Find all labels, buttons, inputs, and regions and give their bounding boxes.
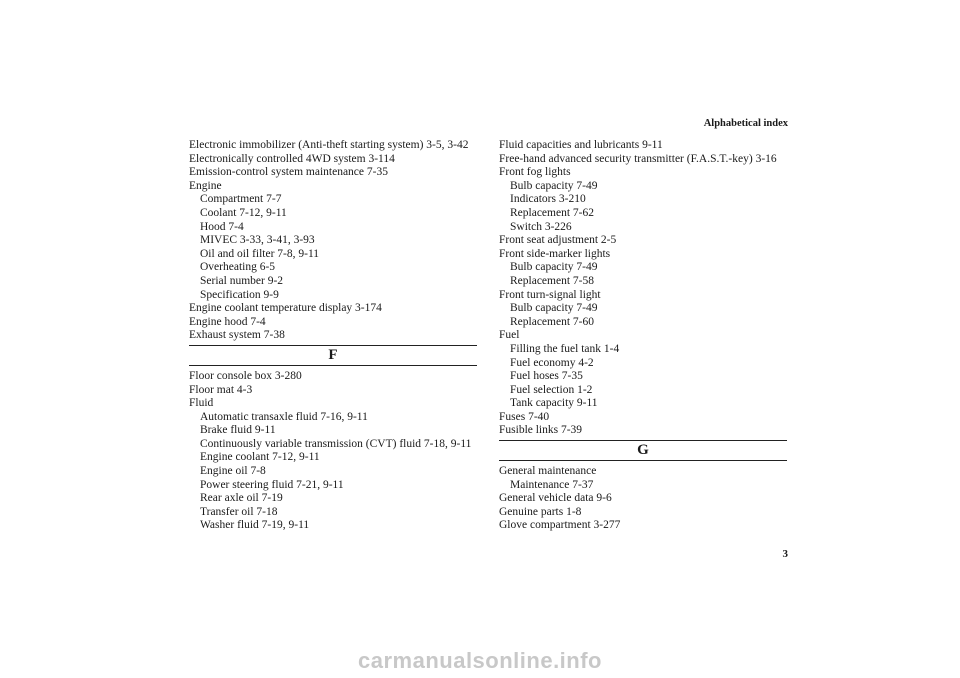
index-subentry: Filling the fuel tank 1-4 bbox=[510, 342, 620, 355]
index-entry: Fluid bbox=[189, 397, 214, 410]
index-subentry: Serial number 9-2 bbox=[200, 274, 284, 287]
index-entry: Front turn-signal light bbox=[499, 288, 601, 301]
index-subentry: Engine coolant 7-12, 9-11 bbox=[200, 451, 320, 464]
index-subentry: Tank capacity 9-11 bbox=[510, 397, 598, 410]
index-subentry: Continuously variable transmission (CVT) fluid 7-18, 9-11 bbox=[200, 437, 472, 450]
site-watermark: carmanualsonline.info bbox=[358, 648, 602, 673]
index-subentry: Fuel hoses 7-35 bbox=[510, 370, 583, 383]
index-entry: Engine hood 7-4 bbox=[189, 315, 266, 328]
index-entry: General maintenance bbox=[499, 465, 597, 478]
index-entry: Emission-control system maintenance 7-35 bbox=[189, 166, 388, 179]
index-letter-divider: F bbox=[189, 345, 477, 366]
index-subentry: Overheating 6-5 bbox=[200, 261, 276, 274]
index-subentry: Specification 9-9 bbox=[200, 288, 279, 301]
index-subentry: Replacement 7-62 bbox=[510, 206, 594, 219]
index-subentry: Bulb capacity 7-49 bbox=[510, 302, 598, 315]
index-entry: Front fog lights bbox=[499, 166, 571, 179]
index-entry: Front side-marker lights bbox=[499, 247, 611, 260]
index-subentry: Transfer oil 7-18 bbox=[200, 505, 278, 518]
index-entry: Fusible links 7-39 bbox=[499, 424, 583, 437]
index-subentry: Replacement 7-58 bbox=[510, 274, 594, 287]
index-subentry: Indicators 3-210 bbox=[510, 193, 586, 206]
index-subentry: Replacement 7-60 bbox=[510, 315, 594, 328]
index-entry: Front seat adjustment 2-5 bbox=[499, 234, 617, 247]
index-subentry: Brake fluid 9-11 bbox=[200, 424, 276, 437]
index-entry: Electronically controlled 4WD system 3-114 bbox=[189, 152, 395, 165]
index-entry: Floor console box 3-280 bbox=[189, 369, 302, 382]
index-entry: Exhaust system 7-38 bbox=[189, 329, 285, 342]
index-entry: Genuine parts 1-8 bbox=[499, 505, 582, 518]
index-subentry: Fuel economy 4-2 bbox=[510, 356, 594, 369]
index-entry: General vehicle data 9-6 bbox=[499, 492, 612, 505]
index-entry: Engine bbox=[189, 179, 222, 192]
index-subentry: Maintenance 7-37 bbox=[510, 478, 594, 491]
index-entry: Engine coolant temperature display 3-174 bbox=[189, 302, 382, 315]
index-subentry: Rear axle oil 7-19 bbox=[200, 492, 283, 505]
index-subentry: Bulb capacity 7-49 bbox=[510, 261, 598, 274]
index-subentry: Coolant 7-12, 9-11 bbox=[200, 206, 287, 219]
page-number: 3 bbox=[782, 548, 788, 560]
index-entry: Fuses 7-40 bbox=[499, 410, 550, 423]
index-subentry: Automatic transaxle fluid 7-16, 9-11 bbox=[200, 410, 368, 423]
index-entry: Glove compartment 3-277 bbox=[499, 519, 621, 532]
index-subentry: Power steering fluid 7-21, 9-11 bbox=[200, 478, 344, 491]
index-subentry: Oil and oil filter 7-8, 9-11 bbox=[200, 247, 320, 260]
index-entry: Free-hand advanced security transmitter (F.A.S.T.-key) 3-16 bbox=[499, 152, 777, 165]
index-entry: Electronic immobilizer (Anti-theft starting system) 3-5, 3-42 bbox=[189, 139, 469, 151]
index-subentry: Switch 3-226 bbox=[510, 220, 572, 233]
index-column-right bbox=[499, 139, 787, 533]
index-letter-divider: G bbox=[499, 440, 787, 461]
index-subentry: Engine oil 7-8 bbox=[200, 465, 266, 478]
index-subentry: Compartment 7-7 bbox=[200, 193, 282, 206]
index-entry: Floor mat 4-3 bbox=[189, 383, 253, 396]
index-subentry: Washer fluid 7-19, 9-11 bbox=[200, 519, 310, 532]
index-subentry: Hood 7-4 bbox=[200, 220, 244, 233]
index-subentry: Bulb capacity 7-49 bbox=[510, 179, 598, 192]
index-entry: Fuel bbox=[499, 329, 520, 342]
index-subentry: MIVEC 3-33, 3-41, 3-93 bbox=[200, 234, 315, 247]
index-entry: Fluid capacities and lubricants 9-11 bbox=[499, 139, 663, 151]
index-subentry: Fuel selection 1-2 bbox=[510, 383, 593, 396]
page-header-title: Alphabetical index bbox=[703, 118, 788, 129]
index-column-left bbox=[189, 139, 477, 533]
